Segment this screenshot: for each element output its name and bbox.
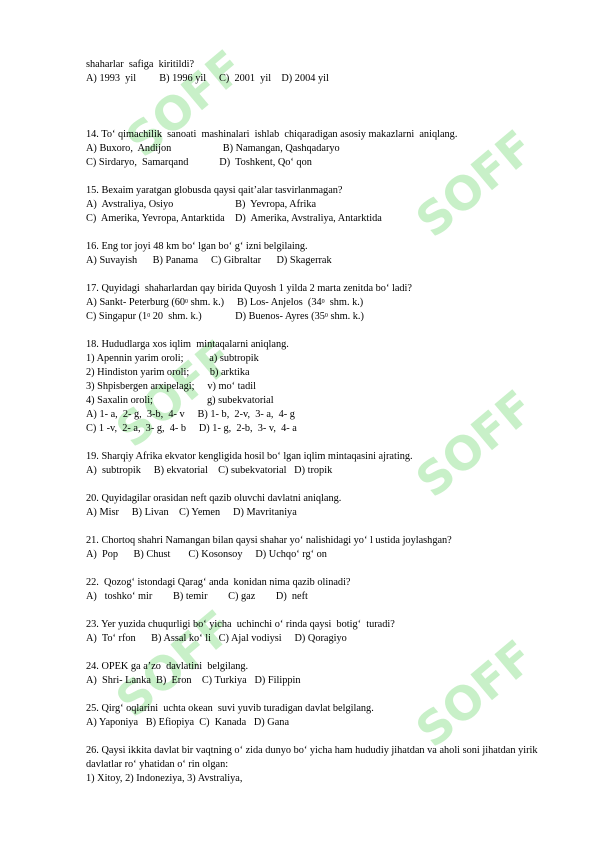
answer-options: A) Sankt- Peterburg ($60^0$ shm. k.) B) Los- Anjelos ($34^0$ shm. k.): [86, 297, 364, 308]
answer-options: A) Suvayish B) Panama C) Gibraltar D) Skagerrak: [86, 255, 332, 266]
svg-text:SOFF: SOFF: [405, 630, 530, 758]
question-18: 18. Hududlarga xos iqlim mintaqalarni aniqlang.: [86, 339, 289, 350]
answer-options: C) Amerika, Yevropa, Antarktida D) Amerika, Avstraliya, Antarktida: [86, 213, 382, 224]
answer-options: A) Avstraliya, Osiyo B) Yevropa, Afrika: [86, 199, 317, 210]
question-16: 16. Eng tor joyi 48 km bo‘ lgan bo‘ g‘ izni belgilaing.: [86, 241, 308, 252]
answer-options: A) subtropik B) ekvatorial C) subekvatorial D) tropik: [86, 465, 333, 476]
svg-text:SOFF: SOFF: [105, 600, 230, 728]
answer-options: A) Yaponiya B) Efiopiya C) Kanada D) Gana: [86, 717, 290, 728]
answer-options: A) Misr B) Livan C) Yemen D) Mavritaniya: [86, 507, 297, 518]
answer-options: A) 1- a, 2- g, 3-b, 4- v B) 1- b, 2-v, 3- a, 4- g: [86, 409, 295, 420]
svg-text:SOFF: SOFF: [115, 40, 240, 168]
answer-options: C) Sirdaryo, Samarqand D) Toshkent, Qo‘ qon: [86, 157, 312, 168]
answer-options: A) toshko‘ mir B) temir C) gaz D) neft: [86, 591, 308, 602]
matching-item: 4) Saxalin oroli; g) subekvatorial: [86, 395, 274, 406]
answer-options: A) Shri- Lanka B) Eron C) Turkiya D) Filippin: [86, 675, 301, 686]
svg-text:SOFF: SOFF: [405, 120, 530, 248]
answer-options: C) Singapur ($1^0$ 20 shm. k.) D) Buenos- Ayres ($35^0$ shm. k.): [86, 311, 364, 322]
question-26: 26. Qaysi ikkita davlat bir vaqtning o‘ zida dunyo bo‘ yicha ham hududiy jihatdan va aholi soni jihatdan yirik davlatlar ro‘ yhatidan o‘ rin olgan:: [86, 745, 538, 770]
question-14: 14. To‘ qimachilik sanoati mashinalari ishlab chiqaradigan asosiy makazlarni aniqlang.: [86, 129, 458, 140]
matching-item: 3) Shpisbergen arxipelagi; v) mo‘ tadil: [86, 381, 256, 392]
question-20: 20. Quyidagilar orasidan neft qazib oluvchi davlatni aniqlang.: [86, 493, 342, 504]
question-21: 21. Chortoq shahri Namangan bilan qaysi shahar yo‘ nalishidagi yo‘ l ustida joylashgan?: [86, 535, 452, 546]
question-15: 15. Bexaim yaratgan globusda qaysi qait’alar tasvirlanmagan?: [86, 185, 343, 196]
question-17: 17. Quyidagi shaharlardan qay birida Quyosh 1 yilda 2 marta zenitda bo‘ ladi?: [86, 283, 412, 294]
answer-options: A) To‘ rfon B) Assal ko‘ li C) Ajal vodiysi D) Qoragiyo: [86, 633, 347, 644]
text-line: shaharlar safiga kiritildi?: [86, 59, 195, 70]
answer-options: C) 1 -v, 2- a, 3- g, 4- b D) 1- g, 2-b, 3- v, 4- a: [86, 423, 297, 434]
question-25: 25. Qirg‘ oqlarini uchta okean suvi yuvib turadigan davlat belgilang.: [86, 703, 374, 714]
matching-item: 1) Apennin yarim oroli; a) subtropik: [86, 353, 259, 364]
question-22: 22. Qozog‘ istondagi Qarag‘ anda konidan nima qazib olinadi?: [86, 577, 351, 588]
question-24: 24. OPEK ga a’zo davlatini belgilang.: [86, 661, 249, 672]
question-19: 19. Sharqiy Afrika ekvator kengligida hosil bo‘ lgan iqlim mintaqasini ajrating.: [86, 451, 413, 462]
svg-text:SOFF: SOFF: [105, 330, 230, 458]
answer-options: A) Buxoro, Andijon B) Namangan, Qashqadaryo: [86, 143, 340, 154]
matching-item: 2) Hindiston yarim oroli; b) arktika: [86, 367, 250, 378]
answer-options: 1) Xitoy, 2) Indoneziya, 3) Avstraliya,: [86, 773, 243, 784]
question-23: 23. Yer yuzida chuqurligi bo‘ yicha uchinchi o‘ rinda qaysi botig‘ turadi?: [86, 619, 395, 630]
document-body: [86, 58, 556, 786]
answer-options: A) 1993 yil B) 1996 yil C) 2001 yil D) 2004 yil: [86, 73, 329, 84]
svg-text:SOFF: SOFF: [405, 380, 530, 508]
answer-options: A) Pop B) Chust C) Kosonsoy D) Uchqo‘ rg‘ on: [86, 549, 327, 560]
